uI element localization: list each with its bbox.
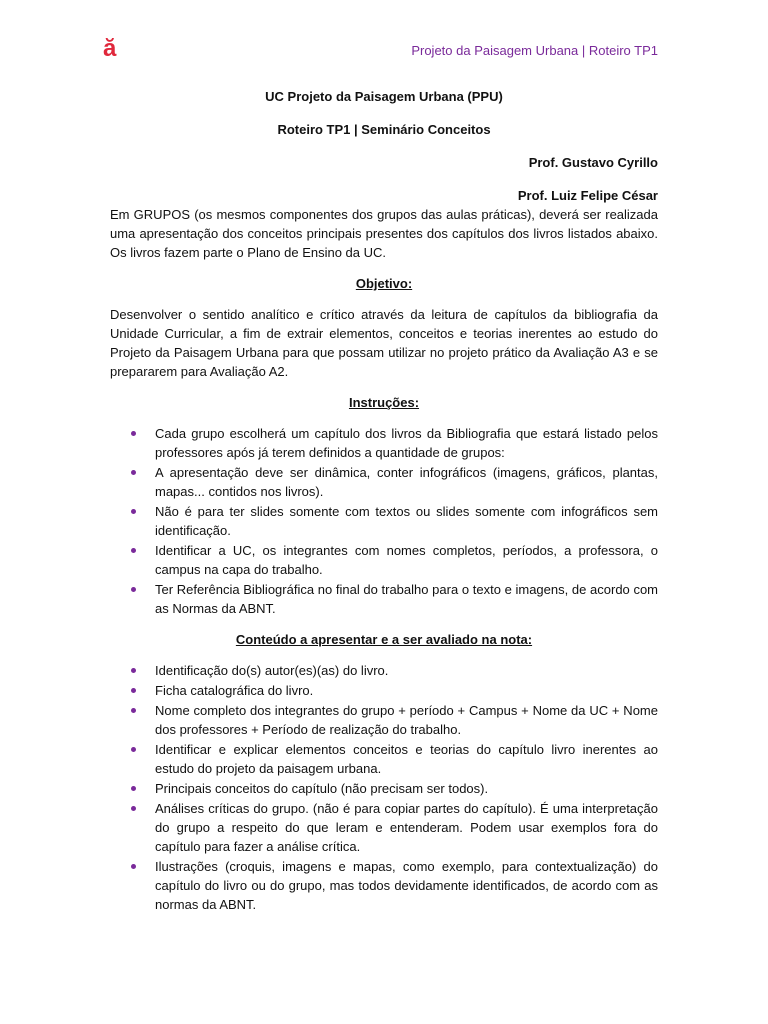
- running-header: Projeto da Paisagem Urbana | Roteiro TP1: [411, 43, 658, 58]
- bullet-icon: [131, 806, 136, 811]
- bullet-icon: [131, 548, 136, 553]
- list-item: [110, 541, 658, 579]
- list-item: [110, 502, 658, 540]
- bullet-icon: [131, 864, 136, 869]
- instructions-list: [110, 424, 658, 618]
- bullet-icon: [131, 509, 136, 514]
- list-item: [110, 463, 658, 501]
- list-item: [110, 779, 658, 798]
- content-evaluated-heading: Conteúdo a apresentar e a ser avaliado na nota:: [235, 632, 533, 647]
- institution-logo: ă: [103, 35, 117, 62]
- list-item-text: Ilustrações (croquis, imagens e mapas, como exemplo, para contextualização) do capítulo do livro ou do grupo, mas todos devidamente identificados, de acordo com as normas da ABNT.: [155, 859, 658, 912]
- bullet-icon: [131, 431, 136, 436]
- list-item: [110, 799, 658, 856]
- list-item-text: Identificar a UC, os integrantes com nomes completos, períodos, a professora, o campus na capa do trabalho.: [155, 543, 658, 577]
- objective-heading: Objetivo:: [355, 276, 413, 291]
- list-item-text: Análises críticas do grupo. (não é para copiar partes do capítulo). É uma interpretação do grupo a respeito do que leram e entenderam. Podem usar exemplos fora do capítulo para fazer a análise crítica.: [155, 801, 658, 854]
- list-item-text: Cada grupo escolherá um capítulo dos livros da Bibliografia que estará listado pelos professores após já terem definidos a quantidade de grupos:: [155, 426, 658, 460]
- list-item: [110, 857, 658, 914]
- list-item: [110, 740, 658, 778]
- list-item-text: Ficha catalográfica do livro.: [155, 683, 314, 698]
- bullet-icon: [131, 747, 136, 752]
- bullet-icon: [131, 668, 136, 673]
- bullet-icon: [131, 470, 136, 475]
- professor-name-2: Prof. Luiz Felipe César: [517, 188, 658, 203]
- assignment-title: Roteiro TP1 | Seminário Conceitos: [277, 122, 491, 137]
- list-item: [110, 661, 658, 680]
- bullet-icon: [131, 688, 136, 693]
- list-item: [110, 701, 658, 739]
- list-item-text: Não é para ter slides somente com textos ou slides somente com infográficos sem identificação.: [155, 504, 658, 538]
- objective-paragraph: Desenvolver o sentido analítico e crítico através da leitura de capítulos da bibliografia da Unidade Curricular, a fim de extrair elementos, conceitos e teorias inerentes ao estudo do Projeto da Paisagem Urbana para que possam utilizar no projeto prático da Avaliação A3 e se prepararem para Avaliação A2.: [110, 307, 658, 379]
- document-body: [110, 87, 658, 915]
- instructions-heading: Instruções:: [348, 395, 420, 410]
- list-item: [110, 681, 658, 700]
- list-item-text: Nome completo dos integrantes do grupo + período + Campus + Nome da UC + Nome dos professores + Período de realização do trabalho.: [155, 703, 658, 737]
- list-item: [110, 580, 658, 618]
- list-item: [110, 424, 658, 462]
- list-item-text: Principais conceitos do capítulo (não precisam ser todos).: [155, 781, 489, 796]
- course-title: UC Projeto da Paisagem Urbana (PPU): [265, 89, 503, 104]
- list-item-text: A apresentação deve ser dinâmica, conter infográficos (imagens, gráficos, plantas, mapas... contidos nos livros).: [155, 465, 658, 499]
- list-item-text: Identificar e explicar elementos conceitos e teorias do capítulo livro inerentes ao estudo do projeto da paisagem urbana.: [155, 742, 658, 776]
- list-item-text: Identificação do(s) autor(es)(as) do livro.: [155, 663, 389, 678]
- list-item-text: Ter Referência Bibliográfica no final do trabalho para o texto e imagens, de acordo com as Normas da ABNT.: [155, 582, 658, 616]
- bullet-icon: [131, 587, 136, 592]
- bullet-icon: [131, 708, 136, 713]
- content-evaluated-list: [110, 661, 658, 914]
- intro-paragraph: Em GRUPOS (os mesmos componentes dos grupos das aulas práticas), deverá ser realizada uma apresentação dos conceitos principais presentes dos capítulos dos livros listados abaixo. Os livros fazem parte o Plano de Ensino da UC.: [110, 207, 658, 260]
- bullet-icon: [131, 786, 136, 791]
- professor-name-1: Prof. Gustavo Cyrillo: [528, 155, 658, 170]
